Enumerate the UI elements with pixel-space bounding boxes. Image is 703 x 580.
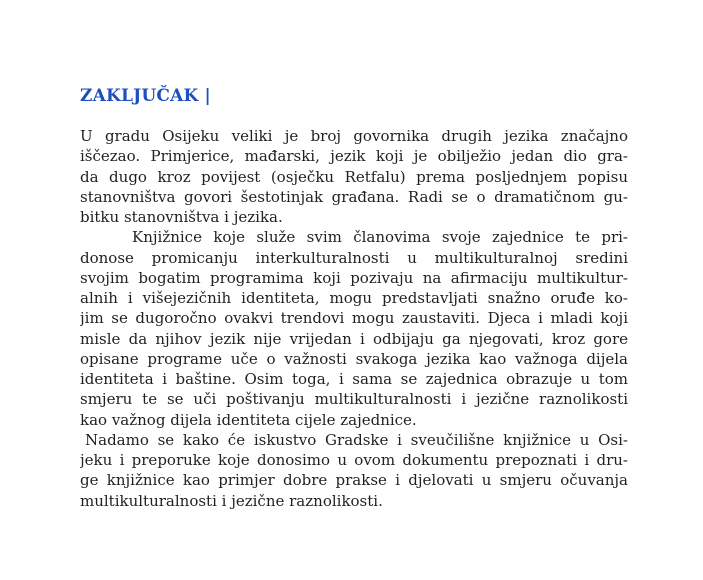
paragraph-2-line: identiteta i baštine. Osim toga, i sama se zajednica obrazuje u tom	[80, 370, 628, 388]
paragraph-2-line: opisane programe uče o važnosti svakoga jezika kao važnoga dijela	[80, 349, 628, 368]
paragraph-1-line: iščezao. Primjerice, mađarski, jezik koji je obilježio jedan dio gra-	[80, 147, 628, 166]
body-text	[80, 126, 628, 511]
paragraph-2-line: alnih i višejezičnih identiteta, mogu predstavljati snažno oruđe ko-	[80, 289, 628, 307]
paragraph-1-line: bitku stanovništva i jezika.	[80, 208, 283, 226]
paragraph-2-line: smjeru te se uči poštivanju multikulturalnosti i jezične raznolikosti	[80, 390, 628, 409]
paragraph-2-line: donose promicanju interkulturalnosti u multikulturalnoj sredini	[80, 248, 628, 267]
paragraph-2-line: svojim bogatim programima koji pozivaju na afirmaciju multikultur-	[80, 268, 628, 287]
section-heading	[80, 86, 211, 106]
paragraph-1-line: da dugo kroz povijest (osječku Retfalu) prema posljednjem popisu	[80, 167, 628, 186]
paragraph-3-line: Nadamo se kako će iskustvo Gradske i sveučilišne knjižnice u Osi-	[85, 430, 628, 449]
paragraph-3-line: multikulturalnosti i jezične raznolikosti.	[80, 491, 383, 510]
paragraph-2-line: jim se dugoročno ovakvi trendovi mogu zaustaviti. Djeca i mladi koji	[80, 309, 628, 328]
paragraph-3-line: ge knjižnice kao primjer dobre prakse i djelovati u smjeru očuvanja	[80, 471, 628, 490]
paragraph-2-line: Knjižnice koje služe svim članovima svoje zajednice te pri-	[132, 228, 628, 247]
paragraph-1-line: stanovništva govori šestotinjak građana. Radi se o dramatičnom gu-	[80, 187, 628, 206]
paragraph-2-line: kao važnog dijela identiteta cijele zajednice.	[80, 410, 417, 429]
paragraph-3-line: jeku i preporuke koje donosimo u ovom dokumentu prepoznati i dru-	[80, 451, 628, 469]
paragraph-2-line: misle da njihov jezik nije vrijedan i odbijaju ga njegovati, kroz gore	[80, 329, 628, 348]
heading-bar-accent: |	[204, 86, 211, 106]
paragraph-1-line: U gradu Osijeku veliki je broj govornika drugih jezika značajno	[80, 127, 628, 145]
section-heading-title: ZAKLJUČAK	[80, 86, 199, 106]
